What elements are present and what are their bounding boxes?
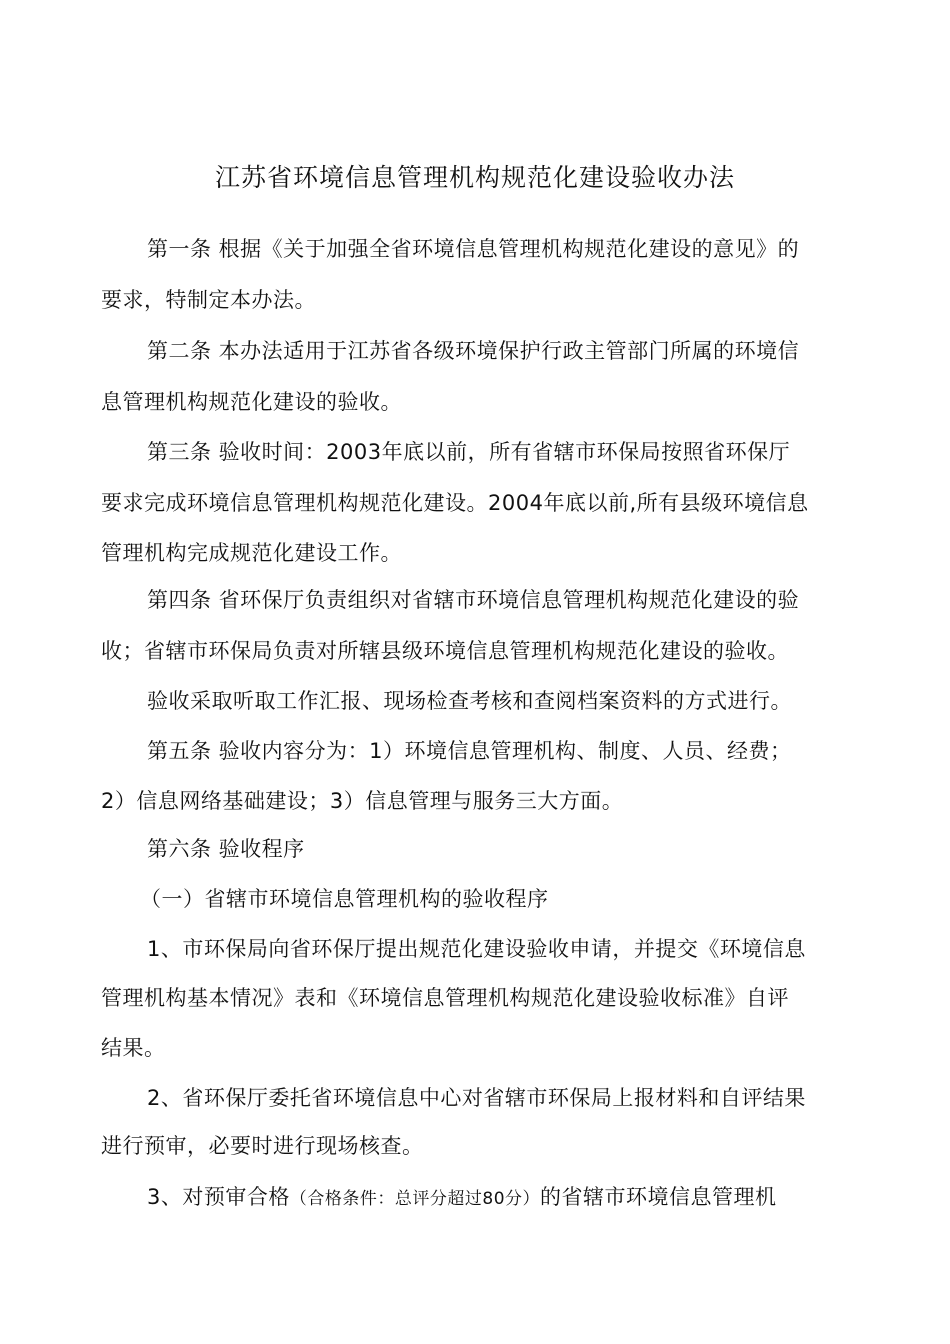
subsection-heading: （一）省辖市环境信息管理机构的验收程序: [140, 887, 549, 911]
line-prefix: 3、对预审合格: [147, 1185, 290, 1209]
document-title: 江苏省环境信息管理机构规范化建设验收办法: [214, 163, 735, 192]
paragraph-line: 验收采取听取工作汇报、现场检查考核和查阅档案资料的方式进行。: [147, 689, 792, 713]
paragraph-line: 息管理机构规范化建设的验收。: [101, 390, 402, 414]
parenthetical-note: （合格条件：总评分超过80分）: [289, 1189, 541, 1209]
paragraph-line: 收；省辖市环保局负责对所辖县级环境信息管理机构规范化建设的验收。: [101, 639, 789, 663]
paragraph-line: 进行预审，必要时进行现场核查。: [101, 1134, 424, 1158]
paragraph-line: 1、市环保局向省环保厅提出规范化建设验收申请，并提交《环境信息: [147, 937, 806, 961]
section-heading: 第六条 验收程序: [147, 837, 305, 861]
paragraph-line: 第五条 验收内容分为：1）环境信息管理机构、制度、人员、经费；: [147, 739, 792, 763]
paragraph-line: 2）信息网络基础建设；3）信息管理与服务三大方面。: [101, 789, 624, 813]
paragraph-line: 第四条 省环保厅负责组织对省辖市环境信息管理机构规范化建设的验: [147, 588, 800, 612]
paragraph-line: 管理机构完成规范化建设工作。: [101, 541, 402, 565]
paragraph-line: [147, 1182, 777, 1214]
paragraph-line: 第二条 本办法适用于江苏省各级环境保护行政主管部门所属的环境信: [147, 339, 800, 363]
paragraph-line: 结果。: [101, 1036, 166, 1060]
paragraph-line: 管理机构基本情况》表和《环境信息管理机构规范化建设验收标准》自评: [101, 986, 789, 1010]
line-suffix: 的省辖市环境信息管理机: [540, 1185, 777, 1209]
paragraph-line: 第三条 验收时间：2003年底以前，所有省辖市环保局按照省环保厅: [147, 440, 791, 464]
paragraph-line: 2、省环保厅委托省环境信息中心对省辖市环保局上报材料和自评结果: [147, 1086, 806, 1110]
paragraph-line: 要求完成环境信息管理机构规范化建设。2004年底以前,所有县级环境信息: [101, 491, 809, 515]
paragraph-line: 要求，特制定本办法。: [101, 288, 316, 312]
paragraph-line: 第一条 根据《关于加强全省环境信息管理机构规范化建设的意见》的: [147, 237, 800, 261]
